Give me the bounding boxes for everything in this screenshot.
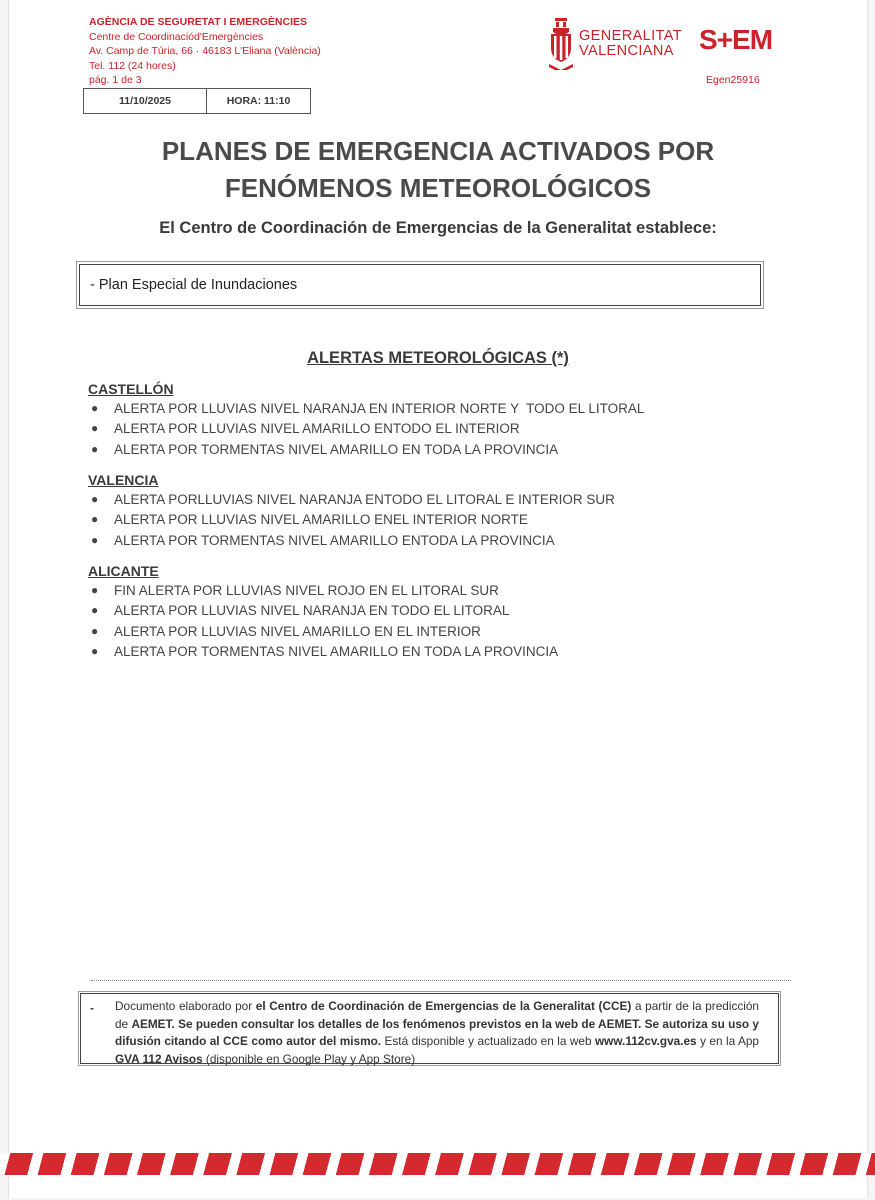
alert-text: ALERTA POR LLUVIAS NIVEL NARANJA EN INTERIOR NORTE Y TODO EL LITORAL: [114, 401, 645, 416]
alert-item: [88, 583, 558, 603]
generalitat-emblem-icon: [549, 18, 573, 70]
alert-item: [88, 644, 558, 664]
alert-item: [88, 533, 615, 553]
agency-header: [89, 15, 321, 88]
footer-note-text: [115, 998, 759, 1068]
province-section-castellon: [88, 381, 644, 462]
active-plan-text: - Plan Especial de Inundaciones: [90, 277, 298, 293]
time-value: HORA: 11:10: [226, 95, 291, 107]
bullet-icon: ●: [91, 492, 99, 506]
active-plan-box: [79, 264, 761, 306]
province-section-valencia: [88, 472, 615, 553]
document-page: [8, 0, 868, 1198]
bullet-icon: ●: [91, 623, 99, 638]
agency-name: AGÈNCIA DE SEGURETAT I EMERGÈNCIES: [89, 16, 307, 28]
footer-text-3: Está disponible y actualizado en la web: [381, 1034, 595, 1048]
alert-text: ALERTA PORLLUVIAS NIVEL NARANJA ENTODO EL LITORAL E INTERIOR SUR: [114, 492, 615, 507]
bullet-icon: ●: [91, 421, 99, 436]
footer-text-5: (disponible en Google Play y App Store): [202, 1051, 416, 1066]
bullet-icon: ●: [91, 583, 99, 597]
title-line-2: FENÓMENOS METEOROLÓGICOS: [224, 173, 652, 203]
bullet-icon: ●: [91, 441, 99, 456]
page-title: [9, 133, 867, 207]
bullet-icon: ●: [91, 644, 99, 659]
province-section-alicante: [88, 563, 558, 665]
alert-text: ALERTA POR LLUVIAS NIVEL AMARILLO EN EL INTERIOR: [114, 623, 481, 639]
agency-centre: Centre de Coordinaciód'Emergències: [89, 30, 264, 43]
date-time-box: [83, 88, 311, 114]
alert-item: [88, 421, 644, 441]
footer-app-name: GVA 112 Avisos: [115, 1051, 203, 1066]
footer-text-4: y en la App: [696, 1034, 759, 1048]
bullet-icon: ●: [91, 532, 99, 547]
alert-item: [88, 492, 615, 512]
province-name: VALENCIA: [88, 472, 159, 488]
document-code: Egen25916: [706, 74, 760, 86]
generalitat-line2: VALENCIANA: [579, 43, 674, 59]
alert-text: ALERTA POR LLUVIAS NIVEL NARANJA EN TODO EL LITORAL: [114, 603, 510, 619]
agency-phone: Tel. 112 (24 hores): [89, 59, 176, 72]
generalitat-logo: [549, 18, 682, 70]
alerts-heading: ALERTAS METEOROLÓGICAS (*): [307, 349, 569, 367]
alert-item: [88, 401, 644, 421]
footer-bold-1: el Centro de Coordinación de Emergencias de la Generalitat (CCE): [255, 999, 632, 1013]
footer-dash: -: [90, 1001, 94, 1015]
sem-logo: S+EM: [699, 24, 773, 55]
footer-bold-2: AEMET. Se pueden consultar los detalles de los fenómenos previstos en la web de AEMET. Se autoriza su uso y difusión citando al CCE como autor del mismo.: [115, 1016, 759, 1048]
generalitat-line1: GENERALITAT: [579, 28, 682, 44]
alert-item: [88, 624, 558, 644]
alert-text: ALERTA POR TORMENTAS NIVEL AMARILLO EN TODA LA PROVINCIA: [114, 441, 559, 457]
generalitat-wordmark: [579, 29, 682, 59]
footer-text-2: a partir de la predicción de: [115, 999, 759, 1031]
dotted-divider: [91, 980, 791, 981]
alert-text: ALERTA POR TORMENTAS NIVEL AMARILLO ENTODA LA PROVINCIA: [114, 532, 555, 548]
alert-item: [88, 603, 558, 623]
province-name: ALICANTE: [88, 563, 159, 579]
alert-text: ALERTA POR LLUVIAS NIVEL AMARILLO ENTODO EL INTERIOR: [114, 421, 520, 437]
bullet-icon: ●: [91, 512, 99, 527]
alert-text: FIN ALERTA POR LLUVIAS NIVEL ROJO EN EL LITORAL SUR: [114, 583, 499, 598]
page-subtitle: El Centro de Coordinación de Emergencias de la Generalitat establece:: [159, 219, 717, 237]
agency-address: Av. Camp de Túria, 66 · 46183 L'Eliana (València): [89, 45, 321, 57]
page-number: pág. 1 de 3: [89, 74, 142, 86]
title-line-1: PLANES DE EMERGENCIA ACTIVADOS POR: [161, 136, 715, 166]
bullet-icon: ●: [91, 401, 99, 415]
province-name: CASTELLÓN: [88, 381, 174, 397]
alert-text: ALERTA POR LLUVIAS NIVEL AMARILLO ENEL INTERIOR NORTE: [114, 512, 528, 528]
footer-website: www.112cv.gva.es: [594, 1034, 697, 1048]
red-stripe-band: [0, 1153, 875, 1175]
date-value: 11/10/2025: [84, 89, 207, 113]
alert-text: ALERTA POR TORMENTAS NIVEL AMARILLO EN TODA LA PROVINCIA: [114, 644, 559, 660]
footer-text-1: Documento elaborado por: [115, 999, 256, 1013]
alert-item: [88, 512, 615, 532]
bullet-icon: ●: [91, 603, 99, 618]
alert-item: [88, 442, 644, 462]
footer-note-box: [80, 993, 779, 1064]
